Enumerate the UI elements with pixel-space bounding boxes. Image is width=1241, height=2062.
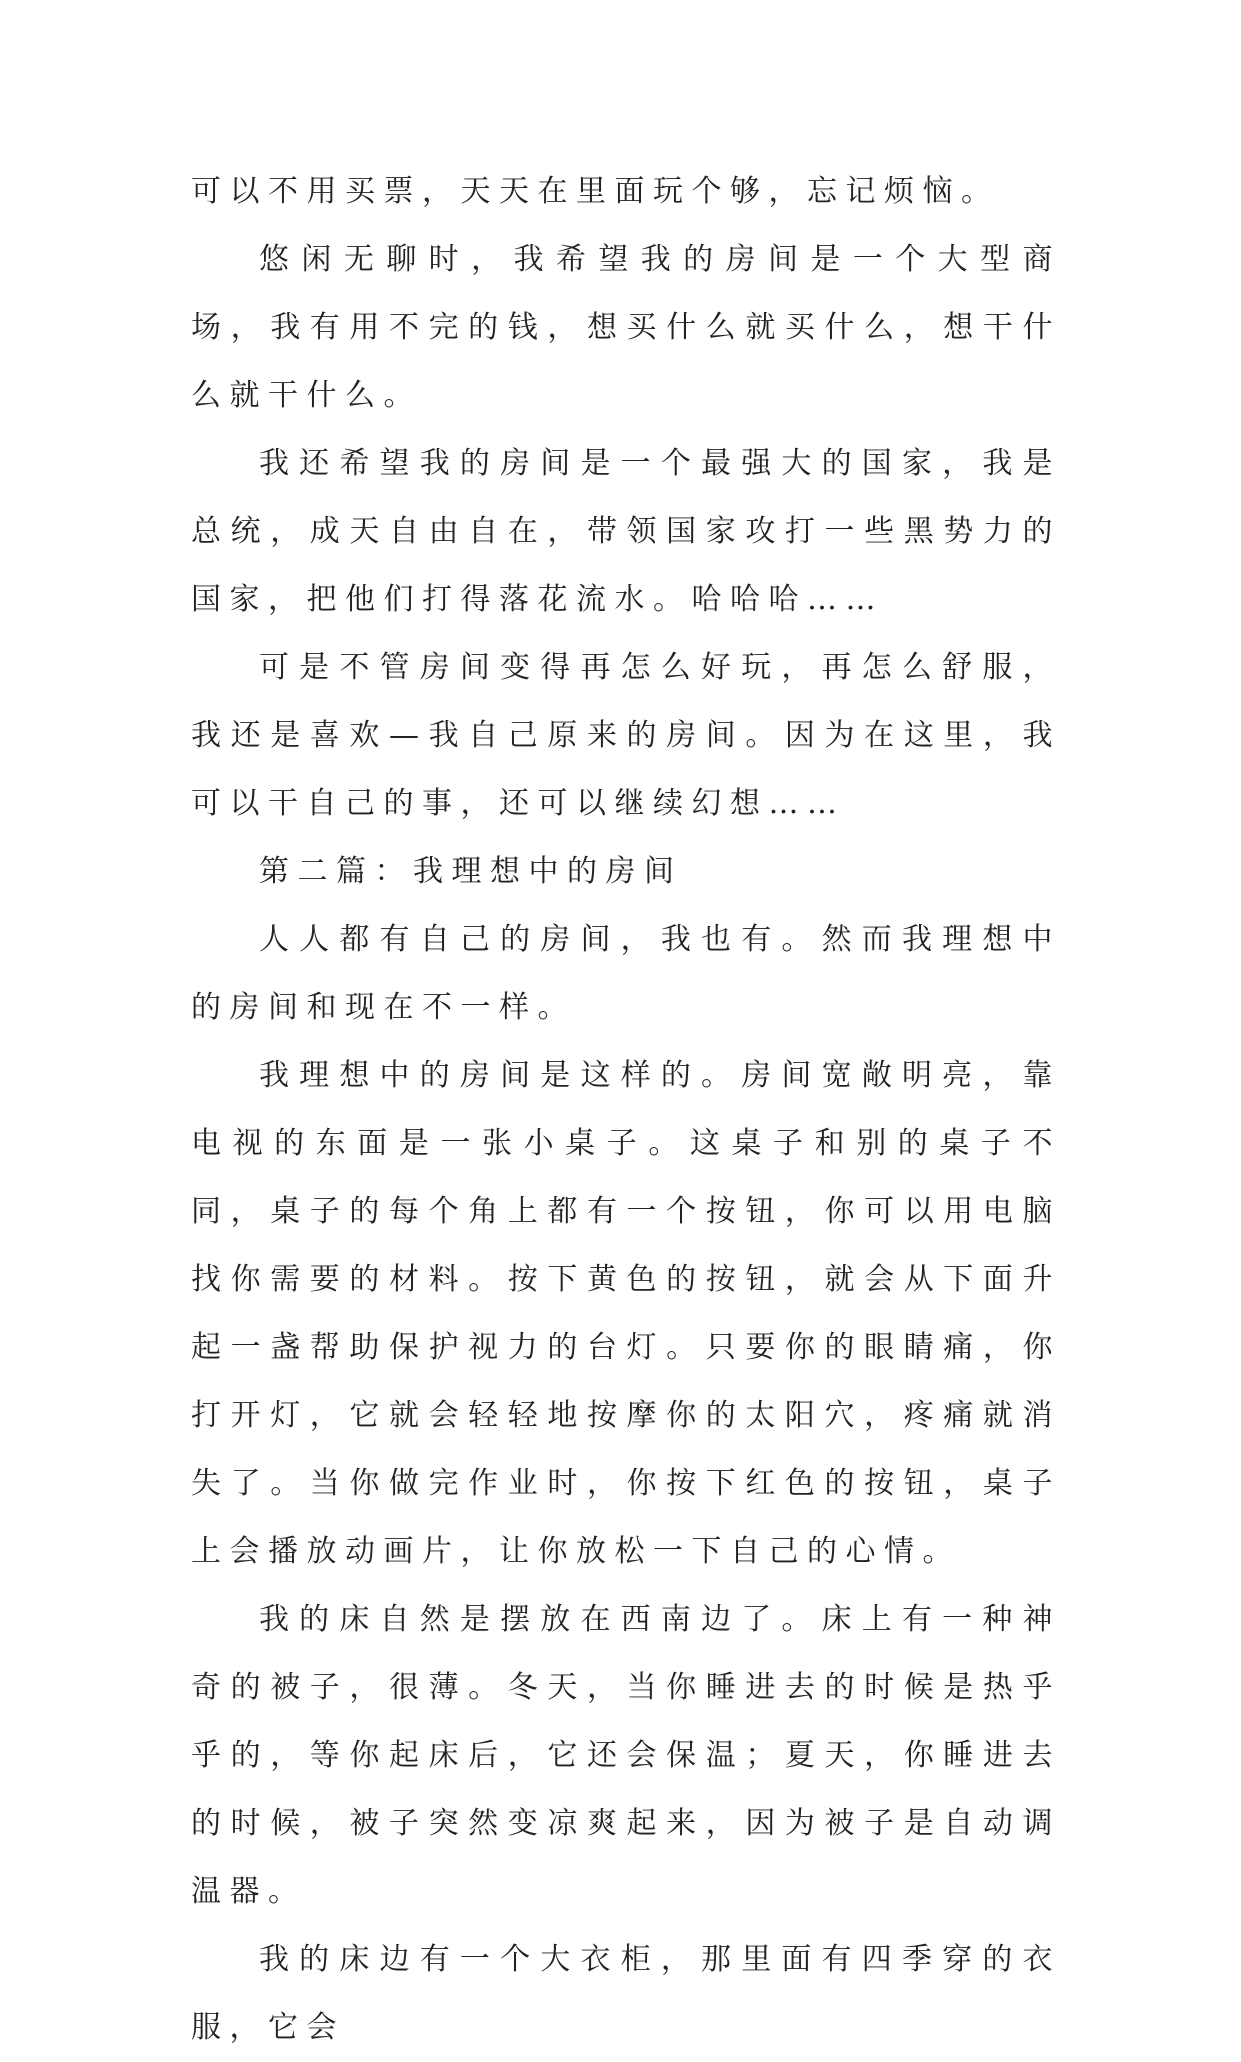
- paragraph-6: 我理想中的房间是这样的。房间宽敞明亮，靠电视的东面是一张小桌子。这桌子和别的桌子不同，桌子的每个角上都有一个按钮，你可以用电脑找你需要的材料。按下黄色的按钮，就会从下面升起一盏帮助保护视力的台灯。只要你的眼睛痛，你打开灯，它就会轻轻地按摩你的太阳穴，疼痛就消失了。当你做完作业时，你按下红色的按钮，桌子上会播放动画片，让你放松一下自己的心情。: [191, 1058, 1061, 1569]
- paragraph-7: 我的床自然是摆放在西南边了。床上有一种神奇的被子，很薄。冬天，当你睡进去的时候是热乎乎的，等你起床后，它还会保温；夏天，你睡进去的时候，被子突然变凉爽起来，因为被子是自动调温器。: [191, 1602, 1061, 1909]
- paragraph-8: 我的床边有一个大衣柜，那里面有四季穿的衣服，它会: [191, 1942, 1061, 2045]
- paragraph-3: 我还希望我的房间是一个最强大的国家，我是总统，成天自由自在，带领国家攻打一些黑势力的国家，把他们打得落花流水。哈哈哈……: [191, 446, 1061, 617]
- paragraph-5: 人人都有自己的房间，我也有。然而我理想中的房间和现在不一样。: [191, 922, 1061, 1025]
- paragraph-1: 可以不用买票，天天在里面玩个够，忘记烦恼。: [191, 174, 1000, 209]
- section-heading: 第二篇：我理想中的房间: [259, 854, 683, 889]
- document-body: [191, 158, 1061, 2062]
- paragraph-4: 可是不管房间变得再怎么好玩，再怎么舒服，我还是喜欢—我自己原来的房间。因为在这里，我可以干自己的事，还可以继续幻想……: [191, 650, 1061, 821]
- paragraph-2: 悠闲无聊时，我希望我的房间是一个大型商场，我有用不完的钱，想买什么就买什么，想干什么就干什么。: [191, 242, 1061, 413]
